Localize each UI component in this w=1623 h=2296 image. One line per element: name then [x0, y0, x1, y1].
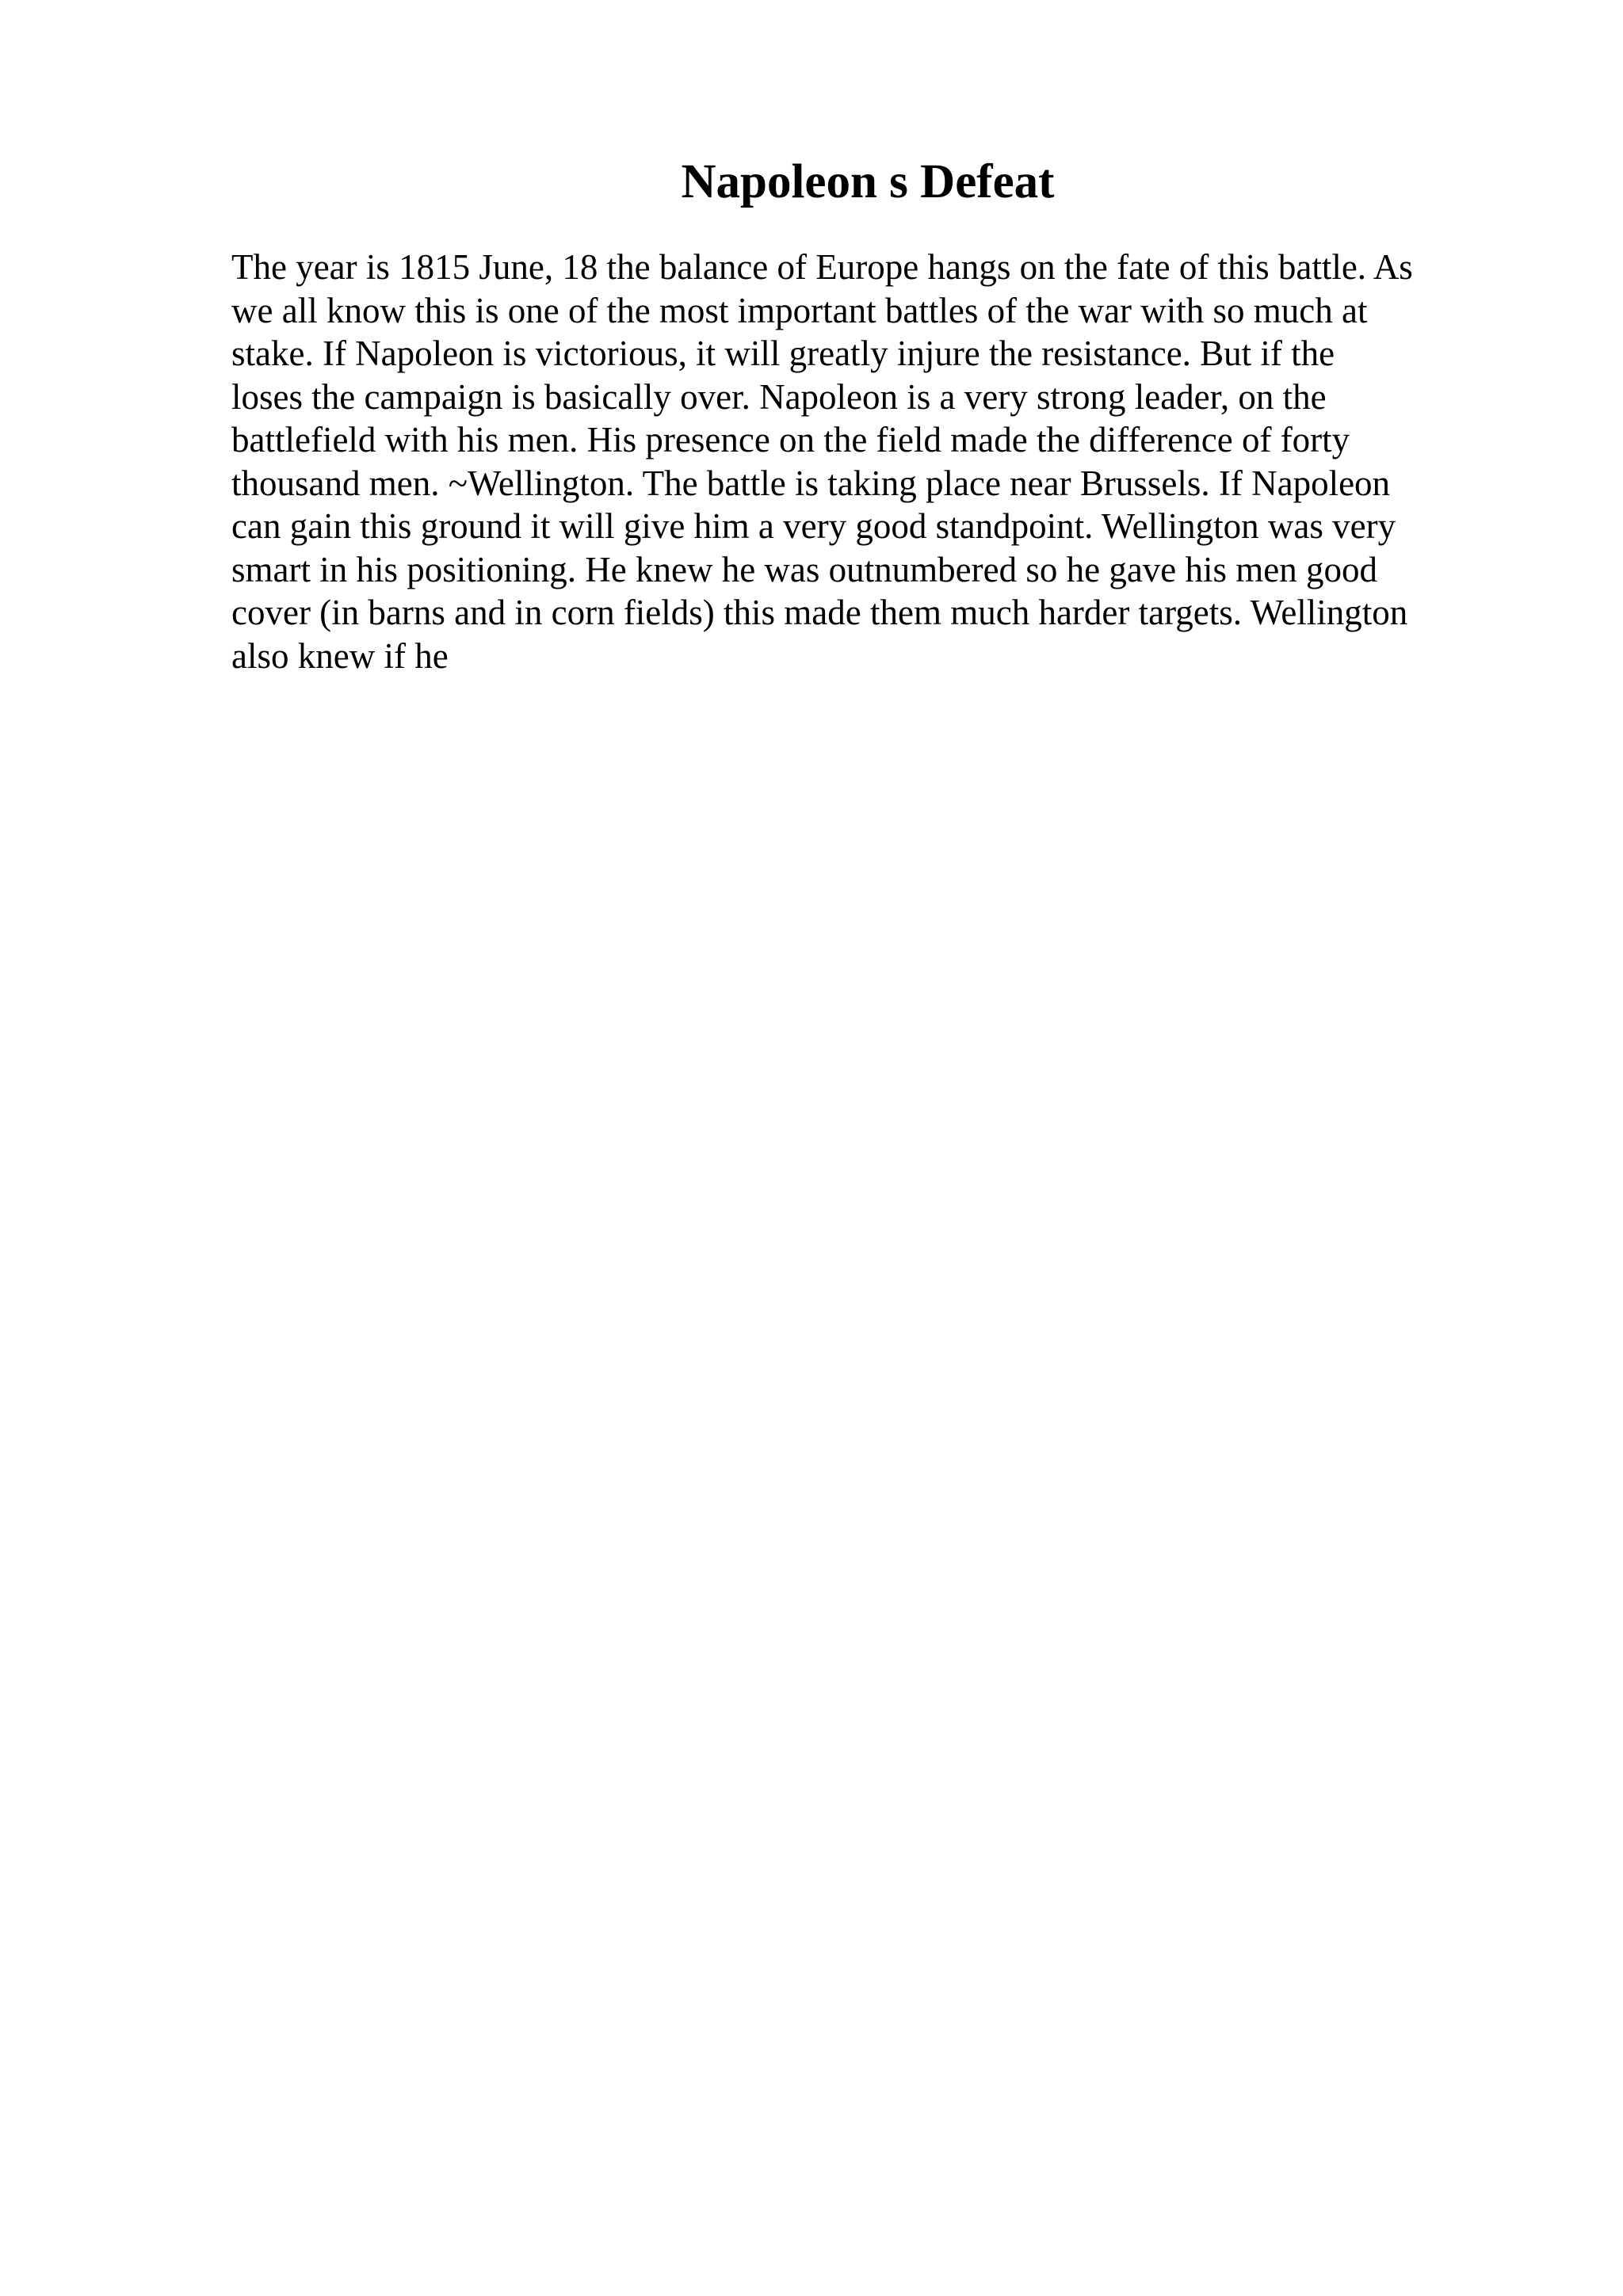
body-line: cover (in barns and in corn fields) this made them much harder targets. Wellington — [231, 593, 1408, 632]
body-line: stake. If Napoleon is victorious, it will greatly injure the resistance. But if the — [231, 334, 1335, 373]
body-line: loses the campaign is basically over. Napoleon is a very strong leader, on the — [231, 376, 1327, 417]
body-line: smart in his positioning. He knew he was outnumbered so he gave his men good — [231, 549, 1378, 589]
document-title: Napoleon s Defeat — [681, 155, 1055, 208]
document-body — [231, 246, 1468, 677]
body-line: can gain this ground it will give him a very good standpoint. Wellington was very — [231, 506, 1396, 546]
body-line: The year is 1815 June, 18 the balance of Europe hangs on the fate of this battle. As — [231, 247, 1413, 287]
body-line: battlefield with his men. His presence on the field made the difference of forty — [231, 420, 1350, 460]
body-line: thousand men. ~Wellington. The battle is taking place near Brussels. If Napoleon — [231, 463, 1391, 503]
body-line: we all know this is one of the most important battles of the war with so much at — [231, 290, 1368, 330]
body-line: also knew if he — [231, 635, 449, 676]
